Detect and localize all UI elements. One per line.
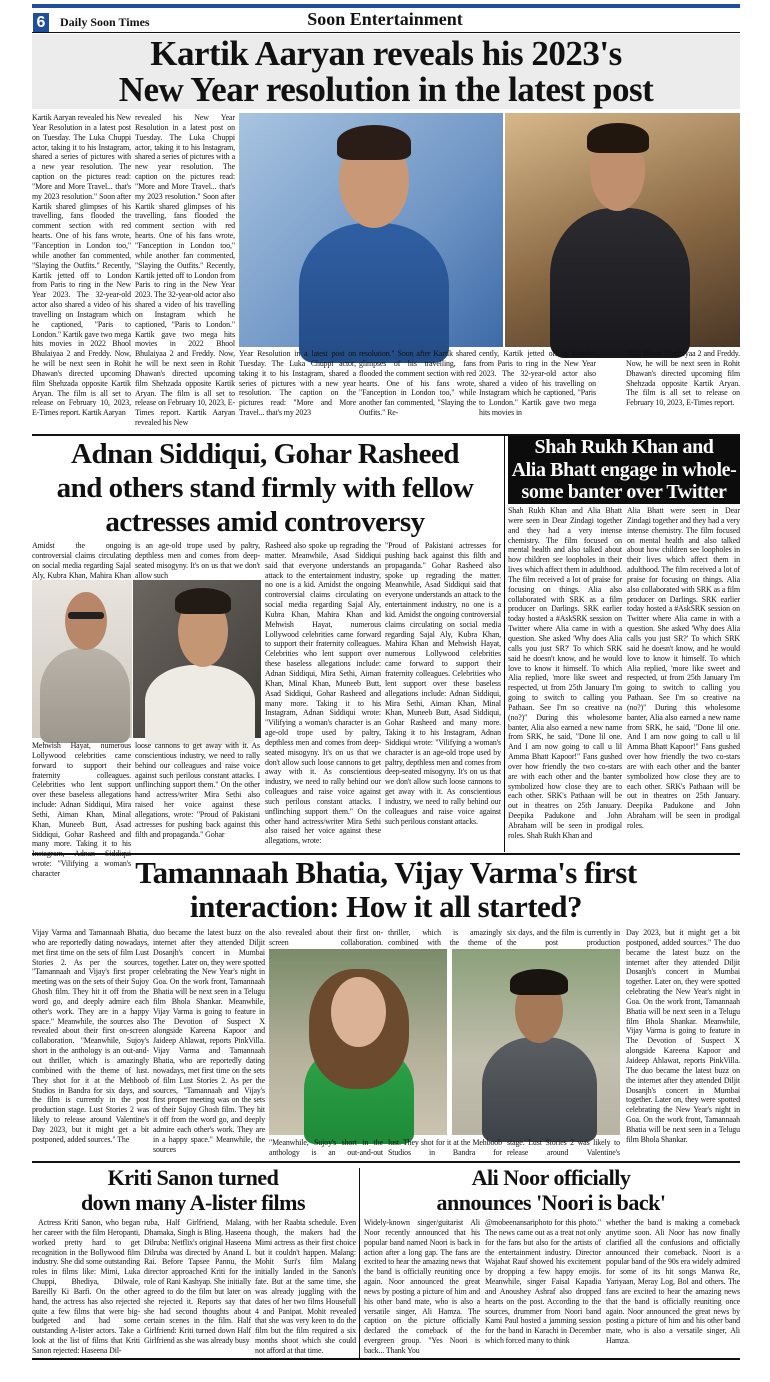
tamannaah-strip-top-1: also revealed about their first on-screen collaboration. xyxy=(269,928,383,947)
srk-column-2: Alia Bhatt were seen in Dear Zindagi together and they had a very intense chemistry. The film focused on mental health and also talked about how children see loopholes in their lives which affect them in adulthood. The film received a lot of praise for focusing on things. Alia also collaborated with SRK as a film producer on Darlings. SRK earlier today hosted a #AskSRK session on Twitter where Alia came in with a question. She asked 'Why does Alia calls you just SR?' To which SRK said he doesn't know, and he would love to know it himself. To which Alia replied, 'more like sweet and respected, ut from 25th January I'm going to switch to calling you Pathaan. See I'm so creative na (no?)" During this wholesome banter, Alia also earned a new name from SRK, he said, "Done lil one. And I am now going to call u lil Amma Bhatt Kapoor!" Fans gushed over how friendly the two co-stars are with each other and the banter symbolized how close they are to each other. SRK's Pathaan will be out in theatres on 25th January. Deepika Padukone and John Abraham will be seen in prodigal roles. xyxy=(627,506,740,830)
tamannaah-column-1: Vijay Varma and Tamannaah Bhatia, who are reportedly dating nowadays, met first time on the sets of film Lust Stories 2. As per the sources, "Tamannaah and Vijay's first proper meeting was on the sets of their Sujoy Ghosh film. They hit it off from the word go, and deeply admire each other's work. They are in a happy space." Meanwhile, the sources also revealed about their first on-screen collaboration. "Meanwhile, Sujoy's short in the anthology is an out-and-out thriller, which is amazingly combined with the theme of lust. They shot for it at the Mehboob Studios in Bandra for six days, and the film is currently in the post production stage. Lust Stories 2 was likely to release around Valentine's Day 2023, but it might get a bit postponed, added sources." The xyxy=(32,928,149,1144)
adnan-column-2-top: is an age-old trope used by paltry, depthless men and comes from deep-seated misogyny. It's on us that we don't allow such xyxy=(135,541,260,580)
srk-column-1: Shah Rukh Khan and Alia Bhatt were seen in Dear Zindagi together and they had a very intense chemistry. The film focused on mental health and also talked about how children see loopholes in their lives which affect them in adulthood. The film received a lot of praise for focusing on things. Alia also collaborated with SRK as a film producer on Darlings. SRK earlier today hosted a #AskSRK session on Twitter where Alia came in with a question. She asked 'Why does Alia calls you just SR?' To which SRK said he doesn't know, and he would love to know it himself. To which Alia replied, 'more like sweet and respected, ut from 25th January I'm going to switch to calling you Pathaan. See I'm so creative na (no?)" During this wholesome banter, Alia also earned a new name from SRK, he said, "Done lil one. And I am now going to call u lil Amma Bhatt Kapoor!" Fans gushed over how friendly the two co-stars are with each other and the banter symbolized how close they are to each other. SRK's Pathaan will be out in theatres on 25th January. Deepika Padukone and John Abraham will be seen in prodigal roles. Shah Rukh Khan and xyxy=(508,506,622,840)
kartik-column-2: revealed his New Year Resolution in a latest post on Tuesday. The Luka Chuppi actor, taking it to his Instagram, shared a series of pictures with a new year resolution. The caption on the pictures read: "More and More Travel... that's my 2023 resolution." Soon after Kartik shared glimpses of his travelling, fans flooded the comment section with red hearts. One of his fans wrote, "Fanception in London too," while another fan commented, "Slaying the Outfits." Recently, Kartik jetted off to London from Paris to ring in the New Year 2023. The 32-year-old actor also shared a video of his travelling on Instagram which he captioned, "Paris to London." Kartik gave two mega hits movies in 2022 Bhool Bhulaiyaa 2 and Freddy. Now, he will be next seen in Rohit Dhawan's directed upcoming film Shehzada opposite Kartik Aryan. The film is all set to release on February 10, 2023, E-Times report. Kartik Aaryan revealed his New xyxy=(135,113,236,428)
tamannaah-headline-line: Tamannaah Bhatia, Vijay Varma's first xyxy=(135,855,637,890)
tamannaah-strip-bottom-1: "Meanwhile, Sujoy's short in the anthology is an out-and-out xyxy=(269,1138,383,1157)
gohar-rasheed-photo xyxy=(133,580,261,738)
kartik-headline xyxy=(32,36,740,108)
kartik-column-4: resolution." Soon after Kartik shared glimpses of his travelling, fans flooded the comment section with red hearts. One of his fans wrote, "Fanception in London too," while another fan commented, "Slaying the Outfits." Re- xyxy=(359,349,476,418)
top-blue-rule xyxy=(32,4,740,8)
adnan-column-1-bottom: Mehwish Hayat, numerous Lollywood celebrities came forward to support their fraternity colleagues. Celebrities who lent support over these baseless allegations include: Adnan Siddiqui, Mira Sethi, Aiman Khan, Minal Khan, Muneeb Butt, Asad Siddiqui, Gohar Rasheed and many more. Taking it to his wrote: "Vilifying a woman's character xyxy=(32,741,131,878)
adnan-siddiqui-photo xyxy=(32,580,132,738)
alinoor-column-3: whether the band is making a comeback anytime soon. Ali Noor has now finally clarified all the confusions and officially announced their comeback. Noori is a popular band of the 90s era widely admired for some of its hit songs Manwa Re, Yariyaan, Meray Log, Bol and others. The fans are excited to hear the amazing news that the band is officially reuniting once again. Noor announced the great news by posting a picture of him and his other band mate, who is also a versatile singer, Ali Hamza. xyxy=(606,1218,740,1346)
kartik-headline-line: Kartik Aaryan reveals his 2023's xyxy=(150,34,622,73)
column-divider xyxy=(504,436,505,852)
bottom-rule xyxy=(32,1358,740,1360)
alinoor-column-2: @mobeenansariphoto for this photo." The news came out as a treat not only for the fans but also for the artists of the entertainment industry. Director Wajahat Rauf showed his excitement by dropping a few happy emojis. Meanwhile, singer Faisal Kapadia and Anoushey Ashraf also dropped hearts on the post. According to the sources, drummer from Noori band Kami Paul hosted a jamming session for the band in Karachi in December which forced many to think xyxy=(485,1218,601,1346)
tamannaah-strip-top-2: thriller, which is amazingly combined with the theme of xyxy=(388,928,502,947)
tamannaah-headline xyxy=(32,856,740,924)
adnan-headline xyxy=(30,437,500,539)
masthead-rule xyxy=(32,32,740,33)
kriti-column-2: ruba, Half Girlfriend, Malang, Dhamaka, Singh is Bling. Haseena Dilruba: Netflix's original Haseena Dilruba was directed by Anand L Rai. Before Tapsee Pannu, the director approached Kriti for the role of Rani Kashyap. She initially agreed to do the film but later on she rejected it. Reports say that she had second thoughts about certain scenes in the film. Half Girlfriend: Kriti turned down Half Girlfriend as she was already busy xyxy=(144,1218,251,1346)
column-divider xyxy=(359,1168,360,1358)
tamannaah-strip-top-3: six days, and the film is currently in the post production xyxy=(507,928,620,947)
section-title: Soon Entertainment xyxy=(307,9,463,29)
adnan-headline-line: actresses amid controversy xyxy=(105,506,425,538)
kartik-photo-blue-suit xyxy=(239,113,503,347)
srk-headline-box xyxy=(508,436,740,504)
section-divider xyxy=(32,1161,740,1163)
adnan-column-4: "Proud of Pakistani actresses for pushing back against this filth and propaganda." Gohar Rasheed also spoke up regrading the matter. Meanwhile, Asad Siddiqui said that everyone understands an attack to the entertainment industry, no one is a kid. Amidst the ongoing controversial claims circulating on social media regarding Sajal Aly, Kubra Khan, Mahira Khan and Mehwish Hayat, numerous Lollywood celebrities came forward to support their fraternity colleagues. Celebrities who lent support over these baseless allegations include: Adnan Siddiqui, Mira Sethi, Aiman Khan, Minal Khan, Muneeb Butt, Asad Siddiqui, Gohar Rasheed and many more. Taking it to his Instagram, Adnan Siddiqui wrote: "Vilifying a woman's character is an age-old trope used by paltry, depthless men and comes from deep-seated misogyny. It's on us that we don't allow such loose cannons to get away with it. As conscientious industry, we need to rally behind our colleagues and raise voice against such perilous constant attacks. xyxy=(385,541,501,826)
alinoor-headline xyxy=(362,1165,740,1215)
alinoor-column-1: Widely-known singer/guitarist Ali Noor recently announced that his popular band named Noori is back in action after a long gap. The fans are excited to hear the amazing news that the band is officially reuniting once again. Noor announced the great news by posting a picture of him and his other band mate, who is also a versatile singer, Ali Hamza. The caption on the picture officially declared the comeback of the evergreen group. "Yes Noori is back... Thank You xyxy=(364,1218,480,1355)
kriti-column-1: Actress Kriti Sanon, who began her career with the film Heropanti, worked pretty hard to get recognition in the Bollywood film industry. She did some outstanding roles in films like: Mimi, Luka Chuppi, Bhediya, Dilwale, Bareilly Ki Barfi. On the other hand, the actress has also rejected quite a few films that were big-budgeted and had some outstanding A-lister actors. Take a look at the list of films that Kriti Sanon rejected: Haseena Dil- xyxy=(32,1218,140,1355)
vijay-varma-photo xyxy=(452,949,620,1135)
srk-headline-line: Shah Rukh Khan and xyxy=(534,436,714,458)
tamannaah-bhatia-photo xyxy=(269,949,447,1135)
tamannaah-strip-bottom-3: stage. Lust Stories 2 was likely to release around Valentine's xyxy=(507,1138,620,1157)
paper-name: Daily Soon Times xyxy=(60,15,150,29)
tamannaah-column-right: Day 2023, but it might get a bit postponed, added sources." The duo became the latest buzz on the internet after they attended Diljit Dosanjh's concert in Mumbai together. Later on, they were spotted celebrating the New Year's night in Goa. On the work front, Tamannaah Bhatia will be next seen in a Telugu film Bhola Shankar. Meanwhile, Vijay Varma is going to feature in The Devotion of Suspect X alongside Kareena Kapoor and Jaideep Ahlawat, reports PinkVilla. The duo became the latest buzz on the internet after they attended Diljit Dosanjh's concert in Mumbai together. Later on, they were spotted celebrating the New Year's night in Goa. On the work front, Tamannaah Bhatia will be next seen in a Telugu film Bhola Shankar. xyxy=(626,928,740,1144)
kriti-headline-line: down many A-lister films xyxy=(80,1190,306,1215)
alinoor-headline-line: announces 'Noori is back' xyxy=(436,1190,666,1215)
kriti-headline xyxy=(30,1165,356,1215)
adnan-headline-line: and others stand firmly with fellow xyxy=(56,472,474,504)
kartik-column-3: Year Resolution in a latest post on Tuesday. The Luka Chuppi actor, taking it to his Instagram, shared a series of pictures with a new year resolution. The caption on the pictures read: "More and More Travel... that's my 2023 xyxy=(239,349,356,418)
kartik-photo-dark-jacket xyxy=(505,113,740,347)
tamannaah-headline-line: interaction: How it all started? xyxy=(189,889,583,924)
tamannaah-column-2: duo became the latest buzz on the internet after they attended Diljit Dosanjh's concert in Mumbai together. Later on, they were spotted celebrating the New Year's night in Goa. On the work front, Tamannaah Bhatia will be next seen in a Telugu film Bhola Shankar. Meanwhile, Vijay Varma is going to feature in The Devotion of Suspect X alongside Kareena Kapoor and Jaideep Ahlawat, reports PinkVilla. Vijay Varma and Tamannaah Bhatia, who are reportedly dating nowadays, met first time on the sets of film Lust Stories 2. As per the sources, "Tamannaah and Vijay's first proper meeting was on the sets of their Sujoy Ghosh film. They hit it off from the word go, and deeply admire each other's work. They are in a happy space." Meanwhile, the sources xyxy=(153,928,265,1154)
adnan-headline-line: Adnan Siddiqui, Gohar Rasheed xyxy=(71,438,459,470)
alinoor-headline-line: Ali Noor officially xyxy=(471,1165,631,1190)
kriti-headline-line: Kriti Sanon turned xyxy=(107,1165,279,1190)
kriti-column-3: with her Raabta schedule. Even though, the makers had the Mimi actress as their first choice but it couldn't happen. Malang: Mohit Suri's film Malang initially landed in the Sanon's fate. But at the same time, she was already juggling with the dates of her two films Housefull 4 and Panipat. Mohit revealed that she was very keen to do the film but the film required a six months shoot which she could not afford at that time. xyxy=(255,1218,356,1355)
srk-headline-line: Alia Bhatt engage in whole- xyxy=(511,458,737,481)
kartik-column-1: Kartik Aaryan revealed his New Year Resolution in a latest post on Tuesday. The Luka Chuppi actor, taking it to his Instagram, shared a series of pictures with a new year resolution. The caption on the pictures read: "More and More Travel... that's my 2023 resolution." Soon after Kartik shared glimpses of his travelling, fans flooded the comment section with red hearts. One of his fans wrote, "Fanception in London too," while another fan commented, "Slaying the Outfits." Recently, Kartik jetted off to London from Paris to ring in the New Year 2023. The 32-year-old actor also shared a video of his travelling on Instagram which he captioned, "Paris to London." Kartik gave two mega hits movies in 2022 Bhool Bhulaiyaa 2 and Freddy. Now, he will be next seen in Rohit Dhawan's directed upcoming film Shehzada opposite Kartik Aryan. The film is all set to release on February 10, 2023, E-Times report. Kartik Aaryan xyxy=(32,113,131,418)
adnan-column-3: Rasheed also spoke up regrading the matter. Meanwhile, Asad Siddiqui said that everyone understands an attack to the entertainment industry, no one is a kid. Amidst the ongoing controversial claims circulating on social media regarding Sajal Aly, Kubra Khan, Mahira Khan and Mehwish Hayat, numerous Lollywood celebrities came forward to support their fraternity colleagues. Celebrities who lent support over these baseless allegations include: Adnan Siddiqui, Mira Sethi, Aiman Khan, Minal Khan, Muneeb Butt, Asad Siddiqui, Gohar Rasheed and many more. Taking it to his Instagram, Adnan Siddiqui wrote: "Vilifying a woman's character is an age-old trope used by paltry, depthless men and comes from deep-seated misogyny. It's on us that we don't allow such loose cannons to get away with it. As conscientious industry, we need to rally behind our colleagues and raise voice against such perilous constant attacks. I unflinching support them." On the other hand actress/writer Mira Sethi also raised her voice against these allegations, wrote: xyxy=(265,541,381,846)
kartik-column-6: 2022 Bhool Bhulaiyaa 2 and Freddy. Now, he will be next seen in Rohit Dhawan's directed upcoming film Shehzada opposite Kartik Aryan. The film is all set to release on February 10, 2023, E-Times report. xyxy=(626,349,740,408)
kartik-headline-line: New Year resolution in the latest post xyxy=(118,70,654,109)
srk-headline-line: some banter over Twitter xyxy=(521,481,727,503)
tamannaah-strip-bottom-2: lust. They shot for it at the Mehboob Studios in Bandra for xyxy=(388,1138,502,1157)
page-number-badge: 6 xyxy=(33,13,49,33)
kartik-column-5: cently, Kartik jetted off to London from Paris to ring in the New Year 2023. The 32-year-old actor also shared a video of his travelling on Instagram which he captioned, "Paris to London." Kartik gave two mega hits movies in xyxy=(479,349,596,418)
adnan-column-2-bottom: loose cannons to get away with it. As conscientious industry, we need to rally behind our colleagues and raise voice against such perilous constant attacks. I unflinching support them." On the other hand actress/writer Mira Sethi also raised her voice against these allegations, wrote: "Proud of Pakistani actresses for pushing back against this filth and propaganda." Gohar xyxy=(135,741,260,839)
adnan-column-1-top: Amidst the ongoing controversial claims circulating on social media regarding Sajal Aly, Kubra Khan, Mahira Khan xyxy=(32,541,131,580)
